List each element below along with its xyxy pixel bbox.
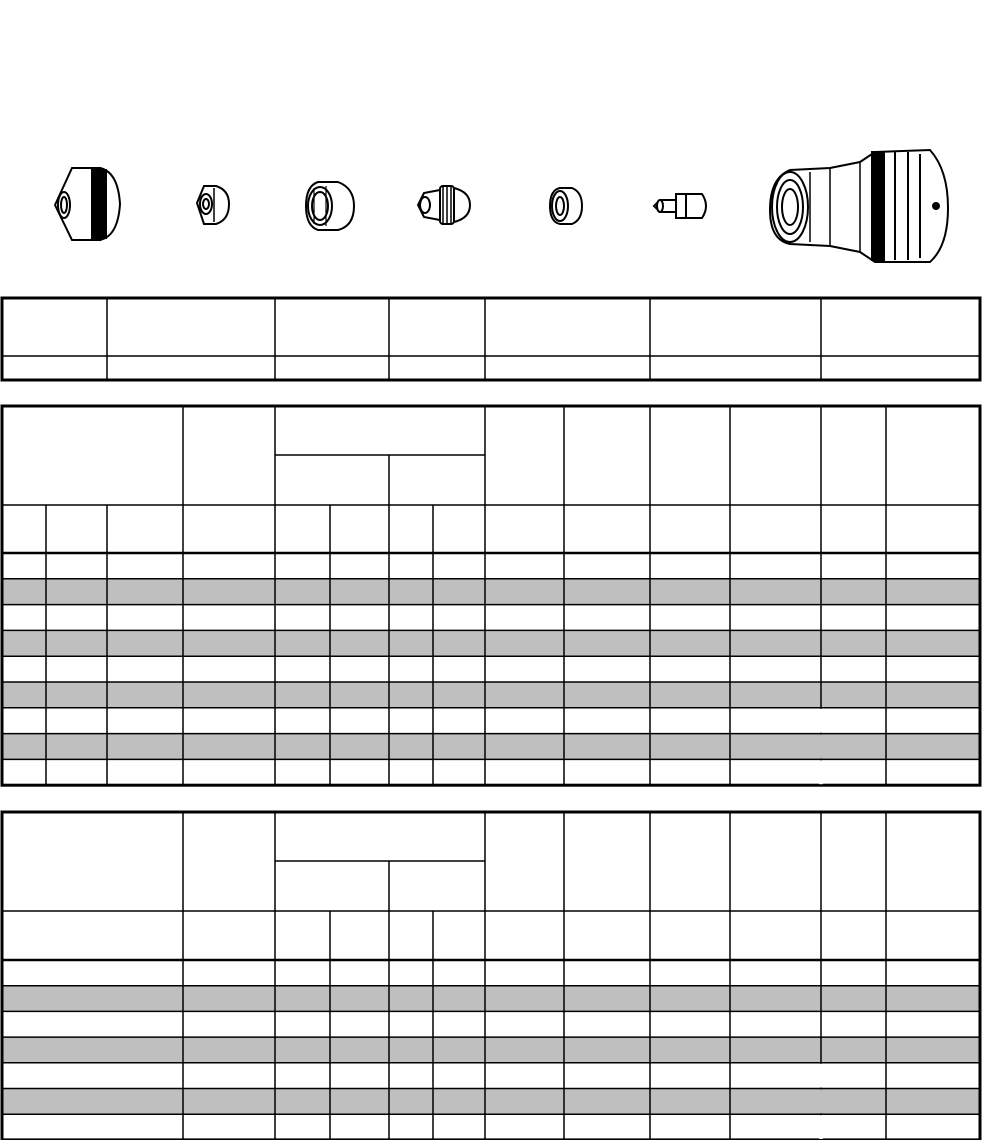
merged-cell-mask [819,1064,823,1088]
table-row [2,734,980,760]
merged-cell-mask [819,760,823,784]
table-row [2,1063,980,1089]
merged-cell-mask [819,1115,823,1139]
merged-cell-mask [819,735,823,759]
table-row [2,960,980,986]
table-row [2,553,980,579]
table-row [2,682,980,708]
table-row [2,708,980,734]
table-row [2,986,980,1012]
table-row [2,605,980,631]
table-row [2,579,980,605]
table-row [2,656,980,682]
table-row [2,630,980,656]
table-row [2,356,980,380]
table-row [2,1011,980,1037]
merged-cell-mask [819,1090,823,1114]
merged-cell-mask [819,709,823,733]
table-row [2,1037,980,1063]
table-row [2,1089,980,1115]
table-row [2,1114,980,1140]
table-row [2,759,980,785]
